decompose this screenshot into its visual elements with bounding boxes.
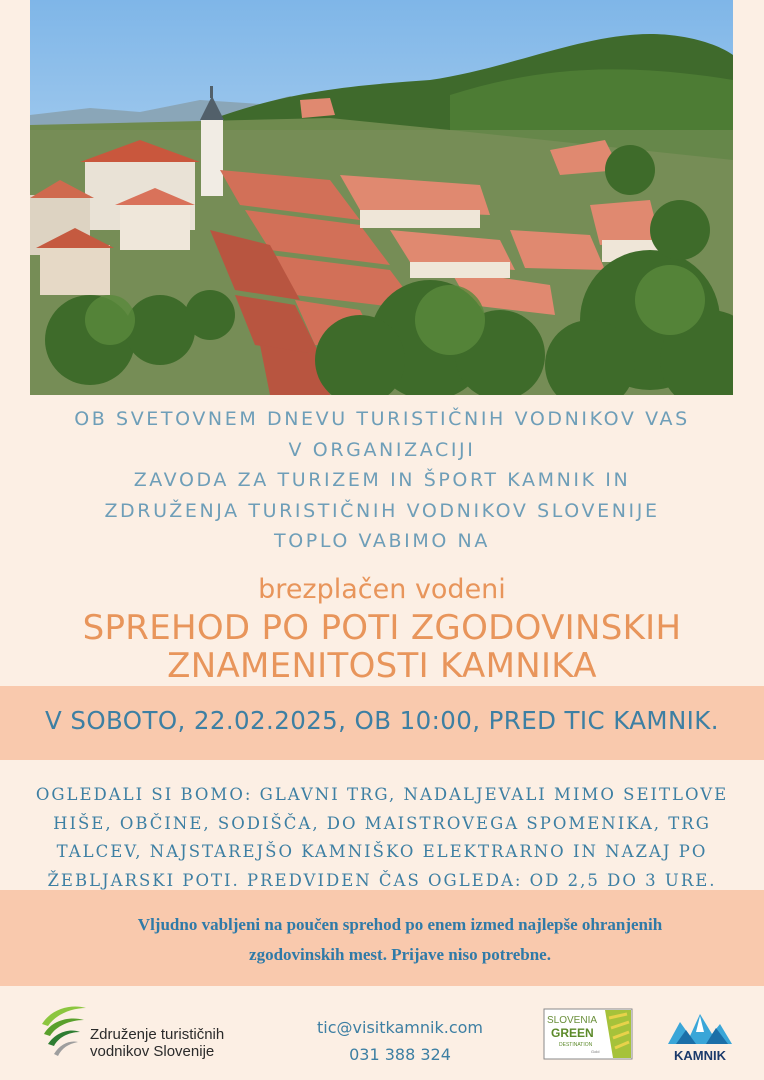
tour-description xyxy=(0,781,764,895)
intro-line-5: TOPLO VABIMO NA xyxy=(274,530,490,552)
event-date-time-place: V SOBOTO, 22.02.2025, OB 10:00, PRED TIC KAMNIK. xyxy=(45,706,719,735)
association-name xyxy=(90,1026,224,1060)
event-title-line-2: ZNAMENITOSTI KAMNIKA xyxy=(167,646,597,686)
slovenia-green-badge xyxy=(543,1008,633,1060)
event-title-line-1: SPREHOD PO POTI ZGODOVINSKIH xyxy=(82,608,682,648)
intro-line-2: V ORGANIZACIJI xyxy=(288,438,476,461)
association-logo xyxy=(40,1002,250,1062)
green-logo-word-1: SLOVENIA xyxy=(547,1015,598,1026)
date-band xyxy=(0,686,764,760)
green-logo-word-2: GREEN xyxy=(551,1026,594,1040)
slovenia-green-logo xyxy=(543,1008,633,1060)
description-line-1: OGLEDALI SI BOMO: GLAVNI TRG, NADALJEVALI MIMO SEITLOVE xyxy=(35,785,729,804)
green-logo-word-4: Gold xyxy=(591,1049,600,1054)
event-subtitle: brezplačen vodeni xyxy=(258,574,506,605)
association-name-line-2: vodnikov Slovenije xyxy=(90,1043,215,1060)
invitation-intro xyxy=(0,404,764,557)
description-line-2: HIŠE, OBČINE, SODIŠČA, DO MAISTROVEGA SPOMENIKA, TRG xyxy=(53,813,711,833)
invite-band xyxy=(0,890,764,986)
invite-line-2: zgodovinskih mest. Prijave niso potrebne. xyxy=(249,945,551,964)
description-line-3: TALCEV, NAJSTAREJŠO KAMNIŠKO ELEKTRARNO IN NAZAJ PO xyxy=(56,842,708,861)
hero-photo-kamnik-town xyxy=(30,0,733,395)
kamnik-mountain-icon xyxy=(666,1008,734,1064)
contact-email[interactable]: tic@visitkamnik.com xyxy=(317,1018,483,1037)
contact-info xyxy=(300,1014,500,1068)
kamnik-logo xyxy=(666,1008,734,1064)
invite-text xyxy=(0,910,764,970)
invite-line-1: Vljudno vabljeni na poučen sprehod po enem izmed najlepše ohranjenih xyxy=(137,915,663,934)
intro-line-1: OB SVETOVNEM DNEVU TURISTIČNIH VODNIKOV VAS xyxy=(74,408,690,430)
swoosh-icon xyxy=(40,1002,88,1060)
intro-line-3: ZAVODA ZA TURIZEM IN ŠPORT KAMNIK IN xyxy=(133,469,631,491)
intro-line-4: ZDRUŽENJA TURISTIČNIH VODNIKOV SLOVENIJE xyxy=(104,499,660,522)
association-name-line-1: Združenje turističnih xyxy=(90,1026,225,1043)
event-title xyxy=(0,609,764,685)
town-aerial-illustration xyxy=(30,0,733,395)
kamnik-logo-text: KAMNIK xyxy=(674,1048,726,1063)
description-line-4: ŽEBLJARSKI POTI. PREDVIDEN ČAS OGLEDA: OD 2,5 DO 3 URE. xyxy=(47,870,717,890)
contact-phone[interactable]: 031 388 324 xyxy=(349,1045,451,1064)
green-logo-word-3: DESTINATION xyxy=(559,1042,593,1048)
